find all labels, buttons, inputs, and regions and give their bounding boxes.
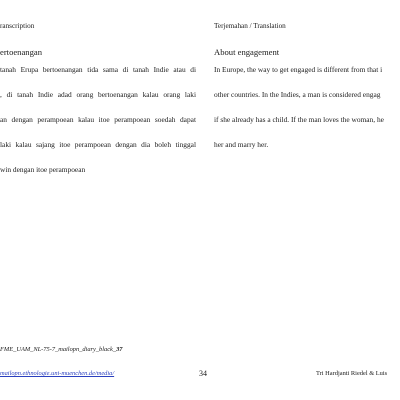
translation-title: About engagement — [214, 47, 280, 57]
source-reference-id: FME_UAM_NL-75-7_mailopn_diary_black_ — [0, 346, 117, 353]
source-reference — [0, 346, 122, 353]
transcription-paragraph — [0, 65, 196, 190]
transcription-title: ertoenangan — [0, 47, 42, 57]
transcription-line: , di tanah Indie adad orang bertoenangan kalau orang laki — [0, 90, 196, 99]
transcription-line: laki kalau sajang itoe perampoean dengan dia boleh tinggal — [0, 140, 196, 149]
translation-paragraph — [214, 65, 400, 165]
transcription-line: win dengan itoe perampoean — [0, 165, 86, 174]
transcription-line: tanah Erupa bertoenangan tida sama di tanah Indie atau di — [0, 65, 196, 74]
source-link[interactable]: mailopn.ethnologie.uni-muenchen.de/media/ — [0, 370, 115, 377]
source-reference-number: 37 — [116, 346, 123, 353]
translation-line: other countries. In the Indies, a man is considered engag — [214, 90, 381, 99]
authors-credit: Tri Hardjanti Riedel & Luis — [316, 370, 388, 377]
translation-line: if she already has a child. If the man loves the woman, he — [214, 115, 384, 124]
page-number: 34 — [199, 369, 207, 378]
transcription-line: an dengan perampoean kalau itoe perampoean soedah dapat — [0, 115, 196, 124]
translation-line: In Europe, the way to get engaged is different from that i — [214, 65, 383, 74]
transcription-column-header: ranscription — [0, 22, 35, 30]
translation-line: her and marry her. — [214, 140, 269, 149]
translation-column-header: Terjemahan / Translation — [214, 22, 286, 30]
